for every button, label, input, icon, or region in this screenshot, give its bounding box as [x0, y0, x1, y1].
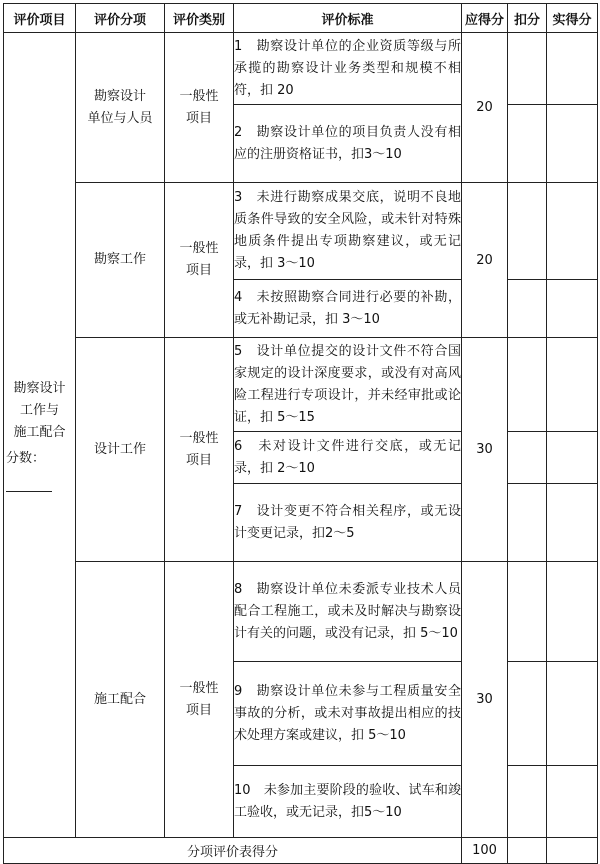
score-blank-line[interactable]: [6, 477, 52, 492]
category-cell: [165, 562, 234, 838]
deduct-cell[interactable]: [508, 662, 547, 766]
subitem-line1: 施工配合: [93, 691, 146, 707]
actual-cell[interactable]: [547, 562, 598, 662]
table-row: [4, 183, 598, 280]
score-due-cell: 20: [462, 33, 508, 183]
subitem-line1: 勘察设计: [93, 88, 146, 104]
category-cell: [165, 183, 234, 338]
deduct-cell[interactable]: [508, 280, 547, 338]
criteria-cell: 10 未参加主要阶段的验收、试车和竣工验收，或无记录，扣5～10: [234, 766, 462, 838]
deduct-cell[interactable]: [508, 432, 547, 484]
category-line2: 项目: [185, 110, 212, 126]
category-cell: [165, 338, 234, 562]
criteria-cell: 6 未对设计文件进行交底，或无记录，扣 2～10: [234, 432, 462, 484]
deduct-cell[interactable]: [508, 105, 547, 183]
item-name-line1: 勘察设计: [13, 381, 66, 396]
category-cell: [165, 33, 234, 183]
header-deduct: 扣分: [508, 4, 547, 33]
criteria-cell: 5 设计单位提交的设计文件不符合国家规定的设计深度要求，或没有对高风险工程进行专项设计，并未经审批或论证，扣 5～15: [234, 338, 462, 432]
table-row: [4, 33, 598, 105]
item-name-line3: 施工配合: [13, 425, 66, 440]
item-score-field: [6, 448, 73, 492]
actual-cell[interactable]: [547, 432, 598, 484]
deduct-cell[interactable]: [508, 562, 547, 662]
subitem-cell: [76, 183, 165, 338]
criteria-cell: 4 未按照勘察合同进行必要的补勘，或无补勘记录，扣 3～10: [234, 280, 462, 338]
actual-cell[interactable]: [547, 338, 598, 432]
header-row: [4, 4, 598, 33]
deduct-cell[interactable]: [508, 183, 547, 280]
category-line1: 一般性: [179, 680, 219, 696]
category-line1: 一般性: [179, 241, 219, 256]
table-row: [4, 338, 598, 432]
evaluation-table: [3, 3, 598, 864]
actual-cell[interactable]: [547, 484, 598, 562]
subitem-cell: [76, 338, 165, 562]
deduct-cell[interactable]: [508, 766, 547, 838]
item-score-label: 分数：: [6, 451, 46, 466]
category-line2: 项目: [185, 263, 212, 278]
item-name-line2: 工作与: [19, 403, 59, 418]
subitem-line1: 设计工作: [93, 441, 146, 457]
criteria-cell: 2 勘察设计单位的项目负责人没有相应的注册资格证书，扣3～10: [234, 105, 462, 183]
subitem-cell: [76, 33, 165, 183]
actual-cell[interactable]: [547, 280, 598, 338]
actual-cell[interactable]: [547, 33, 598, 105]
category-line2: 项目: [185, 452, 212, 468]
category-line2: 项目: [185, 702, 212, 718]
actual-cell[interactable]: [547, 766, 598, 838]
header-score-due: 应得分: [462, 4, 508, 33]
total-score: 100: [462, 838, 508, 864]
header-category: 评价类别: [165, 4, 234, 33]
deduct-cell[interactable]: [508, 33, 547, 105]
item-cell: [4, 33, 76, 838]
category-line1: 一般性: [179, 430, 219, 446]
table-row: [4, 562, 598, 662]
actual-cell[interactable]: [547, 183, 598, 280]
total-label: 分项评价表得分: [4, 838, 462, 864]
score-due-cell: 30: [462, 338, 508, 562]
criteria-cell: 1 勘察设计单位的企业资质等级与所承揽的勘察设计业务类型和规模不相符，扣 20: [234, 33, 462, 105]
subitem-cell: [76, 562, 165, 838]
header-item: 评价项目: [4, 4, 76, 33]
criteria-cell: 8 勘察设计单位未委派专业技术人员配合工程施工，或未及时解决与勘察设计有关的问题，或没有记录，扣 5～10: [234, 562, 462, 662]
header-subitem: 评价分项: [76, 4, 165, 33]
header-actual: 实得分: [547, 4, 598, 33]
header-criteria: 评价标准: [234, 4, 462, 33]
criteria-cell: 9 勘察设计单位未参与工程质量安全事故的分析，或未对事故提出相应的技术处理方案或建议，扣 5～10: [234, 662, 462, 766]
deduct-cell[interactable]: [508, 484, 547, 562]
subitem-line2: 单位与人员: [87, 110, 153, 126]
deduct-cell[interactable]: [508, 338, 547, 432]
subitem-line1: 勘察工作: [93, 252, 146, 267]
actual-cell[interactable]: [547, 662, 598, 766]
category-line1: 一般性: [179, 88, 219, 104]
criteria-cell: 3 未进行勘察成果交底，说明不良地质条件导致的安全风险，或未针对特殊地质条件提出专项勘察建议，或无记录，扣 3～10: [234, 183, 462, 280]
criteria-cell: 7 设计变更不符合相关程序，或无设计变更记录，扣2～5: [234, 484, 462, 562]
actual-cell[interactable]: [547, 105, 598, 183]
score-due-cell: 30: [462, 562, 508, 838]
score-due-cell: 20: [462, 183, 508, 338]
